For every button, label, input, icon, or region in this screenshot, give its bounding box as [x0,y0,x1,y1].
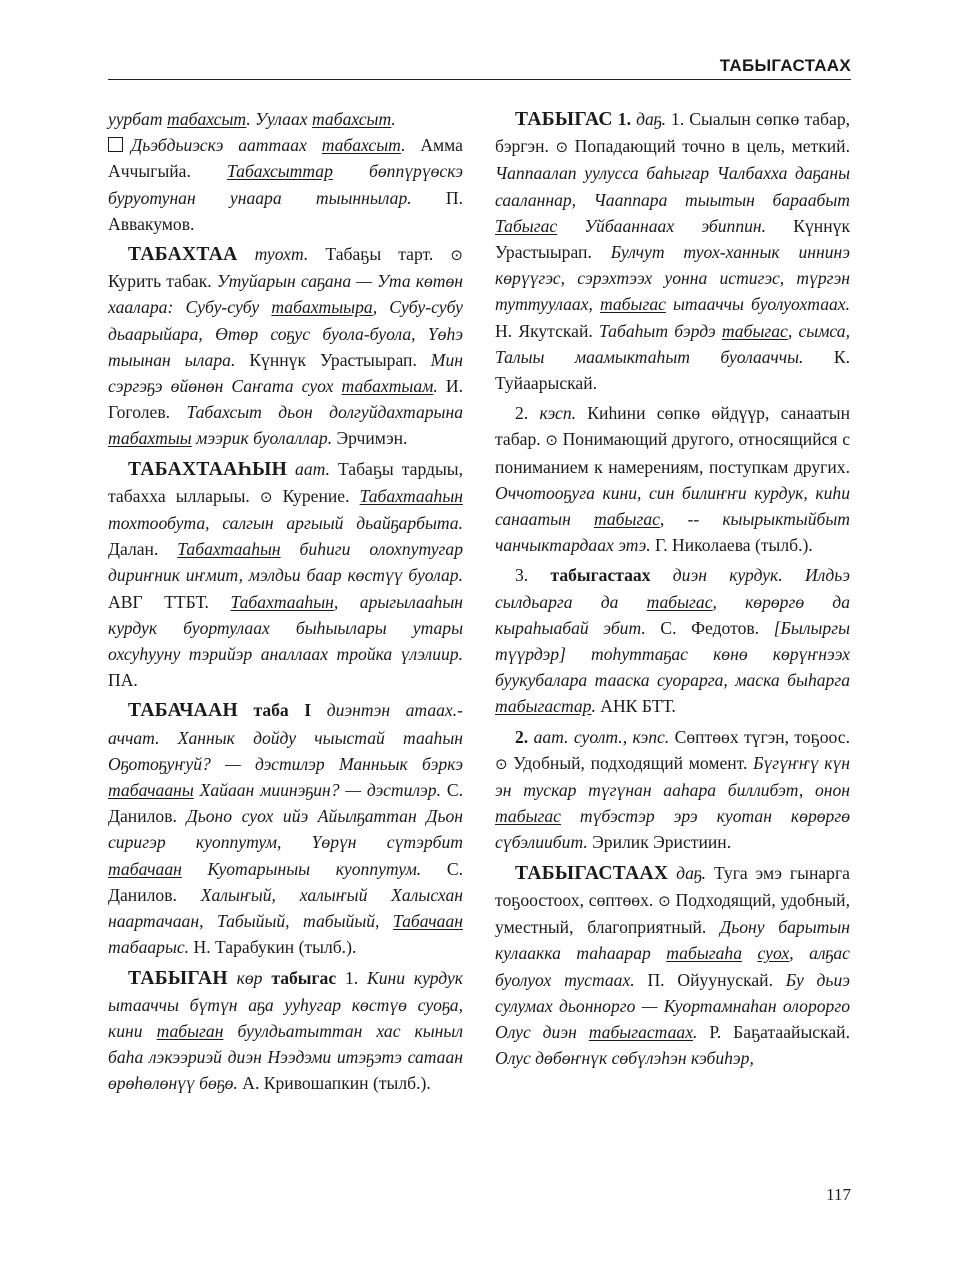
square-marker-icon [108,137,123,152]
header-rule [108,79,851,80]
entry-tabygas-2: 2. аат. суолт., кэпс. Сөптөөх түгэн, тоҕоос. ⊙ Удобный, подходящий момент. Бүгүҥҥү күн эн тускар түгүнан ааһара биллибэт, онон табыгас түбэстэр эрэ куотан көрөргө сүбэлиибит. Эрилик Эристиин. [495,726,851,853]
entry-tabakhtaahyn: ТАБАХТААҺЫН аат. Табаҕы тардыы, табахха ылларыы. ⊙ Курение. Табахтааһын тохтообута, салгын аргыый дьайҕарбыта. Далан. Табахтааһын биһиги олохпутугар дириҥник иҥмит, мэлдьи баар көстүү буолар. АВГ ТТБТ. Табахтааһын, арыгылааһын курдук буортулаах быһыылары утары охсуһууну тэрийэр аналлаах тройка үлэлиир. ПА. [108,458,464,691]
russian-equivalent-icon: ⊙ [555,138,569,157]
entry-tabachaan: ТАБАЧААН таба I диэнтэн атаах.-аччат. Ханнык дойду чыыстай тааһын Оҕотоҕуҥуй? — дэстилэр Манньык бэркэ табачааны Хайаан миинэҕин? — дэстилэр. С. Данилов. Дьоно суох ийэ Айылҕаттан Дьон сиригэр куоппутум, Үөрүн сүтэрбит табачаан Куотарыныы куоппутум. С. Данилов. Халыҥый, халыҥый Халысхан наартачаан, Табыйый, табыйый, Табачаан табаарыс. Н. Тарабукин (тылб.). [108,700,463,958]
headword: ТАБЫГАН [128,967,228,989]
russian-equivalent-icon: ⊙ [658,891,671,910]
page-number: 117 [826,1185,851,1204]
russian-equivalent-icon: ⊙ [545,431,558,450]
right-column [495,106,850,1075]
entry-continuation: уурбат табахсыт. Уулаах табахсыт. Дьэбдьиэскэ ааттаах табахсыт. Амма Аччыгыйа. Табахсыттар бөппүрүөскэ буруотунан унаара тыыннылар. П. Аввакумов. [108,109,463,234]
entry-tabygas-sense-2: 2. кэсп. Киһини сөпкө өйдүүр, санаатын табар. ⊙ Понимающий другого, относящийся с пониманием к намерениям, поступкам других. Оччотооҕуга кини, син билиҥҥи курдук, киһи санаатын табыгас, -- кыырыктыйбыт чанчыктардаах этэ. Г. Николаева (тылб.). [495,403,850,556]
headword: ТАБАЧААН [128,700,238,722]
left-column [108,106,463,1101]
russian-equivalent-icon: ⊙ [450,246,463,265]
entry-tabygas-sense-3: 3. табыгастаах диэн курдук. Илдьэ сылдьарга да табыгас, көрөргө да кыраһыабай эбит. С. Федотов. [Былыргы түүрдэр] тоһуттаҕас көнө көрүҥнээх буукубалара тааска суорарга, маска быһарга табыгастар. АНК БТТ. [495,565,850,717]
russian-equivalent-icon: ⊙ [259,487,273,506]
headword: ТАБАХТАА [128,244,238,266]
headword: ТАБЫГАСТААХ [515,862,669,884]
headword: ТАБЫГАС [515,109,613,130]
entry-tabygan: ТАБЫГАН көр табыгас 1. Кини курдук ытааччы бүтүн аҕа ууһугар көстүө суоҕа, кини табыган буулдьатыттан хас кыныл баһа лэкээриэй диэн Нээдэми итэҕэтэ сатаан өрөһөлөнүү бөҕө. А. Кривошапкин (тылб.). [108,967,464,1094]
entry-tabakhtaa: ТАБАХТАА туохт. Табаҕы тарт. ⊙ Курить табак. Утуйарын саҕана — Ута көтөн хаалара: Субу-субу табахтыыра, Субу-субу дьаарыйара, Өтөр соҕус буола-буола, Үөһэ тыынан ылара. Күннүк Урастыырап. Мин сэргэҕэ өйөнөн Саҥата суох табахтыам. И. Гоголев. Табахсыт дьон долгуйдахтарына табахтыы мээрик буолаллар. Эрчимэн. [108,244,464,449]
entry-tabygastaakh: ТАБЫГАСТААХ даҕ. Туга эмэ гынарга тоҕоостоох, сөптөөх. ⊙ Подходящий, удобный, уместный, благоприятный. Дьону барытын кулаакка таһаарар табыгаһа суох, алҕас буолуох тустаах. П. Ойуунускай. Бу дьиэ сулумах дьонноргo — Куортамнаһан олорорго Олус диэн табыгастаах. Р. Баҕатаайыскай. Олус дөбөҥнүк сөбүлэһэн кэбиһэр, [495,862,850,1069]
russian-equivalent-icon: ⊙ [495,754,508,773]
entry-tabygas: ТАБЫГАС 1. даҕ. 1. Сыалын сөпкө табар, бэргэн. ⊙ Попадающий точно в цель, меткий. Чаппаалап уулусса баһыгар Чалбахха даҕаны сааланнар, Чааппара тыытын бараабыт Табыгас Уйбааннаах эбиппин. Күннүк Урастыырап. Булчут туох-ханнык иннинэ көрүүгэс, сэрэхтээх уонна истигэс, түргэн туттуулаах, табыгас ытааччы буолуохтаах. Н. Якутскай. Табаһыт бэрдэ табыгас, сымса, Талыы маамыктаһыт буолааччы. К. Туйаарыскай. [495,109,851,394]
headword: ТАБАХТААҺЫН [128,458,288,480]
running-head: ТАБЫГАСТААХ [719,56,851,75]
